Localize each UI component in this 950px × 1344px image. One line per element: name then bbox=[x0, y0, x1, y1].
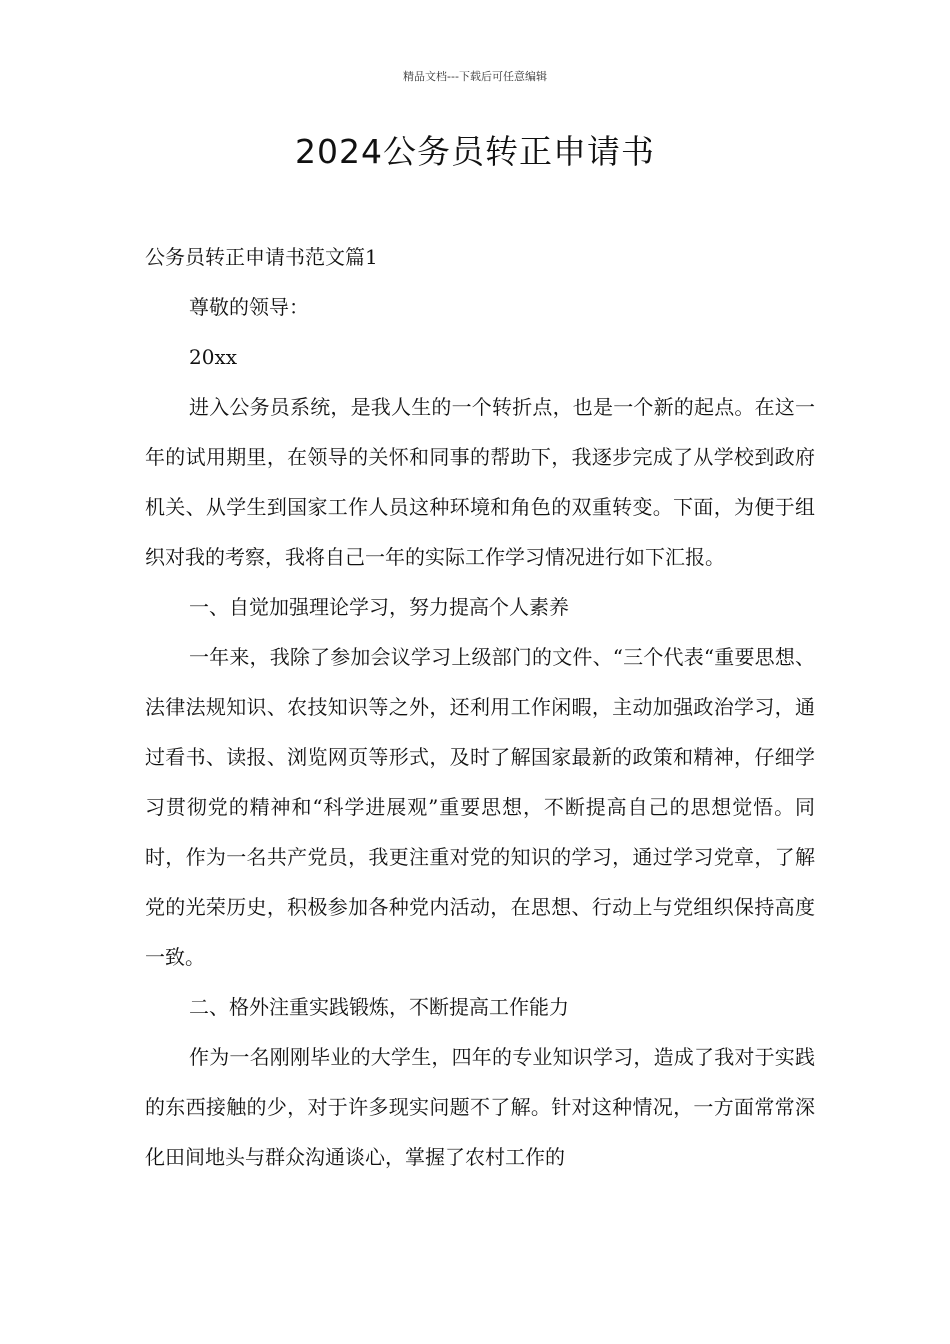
intro-paragraph: 进入公务员系统，是我人生的一个转折点，也是一个新的起点。在这一年的试用期里，在领导的关怀和同事的帮助下，我逐步完成了从学校到政府机关、从学生到国家工作人员这种环境和角色的双重转变。下面，为便于组织对我的考察，我将自己一年的实际工作学习情况进行如下汇报。 bbox=[145, 395, 815, 569]
paragraph-practice: 作为一名刚刚毕业的大学生，四年的专业知识学习，造成了我对于实践的东西接触的少，对于许多现实问题不了解。针对这种情况，一方面常常深化田间地头与群众沟通谈心，掌握了农村工作的 bbox=[145, 1045, 815, 1169]
subheading-one: 一、自觉加强理论学习，努力提高个人素养 bbox=[189, 595, 569, 619]
document-title: 2024公务员转正申请书 bbox=[295, 132, 655, 171]
section-heading: 公务员转正申请书范文篇1 bbox=[145, 245, 378, 269]
subheading-two: 二、格外注重实践锻炼，不断提高工作能力 bbox=[189, 995, 569, 1019]
paragraph-study: 一年来，我除了参加会议学习上级部门的文件、“三个代表“重要思想、法律法规知识、农技知识等之外，还利用工作闲暇，主动加强政治学习，通过看书、读报、浏览网页等形式，及时了解国家最新的政策和精神，仔细学习贯彻党的精神和“科学进展观”重要思想，不断提高自己的思想觉悟。同时，作为一名共产党员，我更注重对党的知识的学习，通过学习党章，了解党的光荣历史，积极参加各种党内活动，在思想、行动上与党组织保持高度一致。 bbox=[145, 645, 815, 969]
header-note: 精品文档---下载后可任意编辑 bbox=[403, 70, 547, 83]
document-body bbox=[145, 232, 815, 1182]
year-line: 20xx bbox=[189, 345, 238, 369]
salutation: 尊敬的领导： bbox=[189, 295, 309, 319]
